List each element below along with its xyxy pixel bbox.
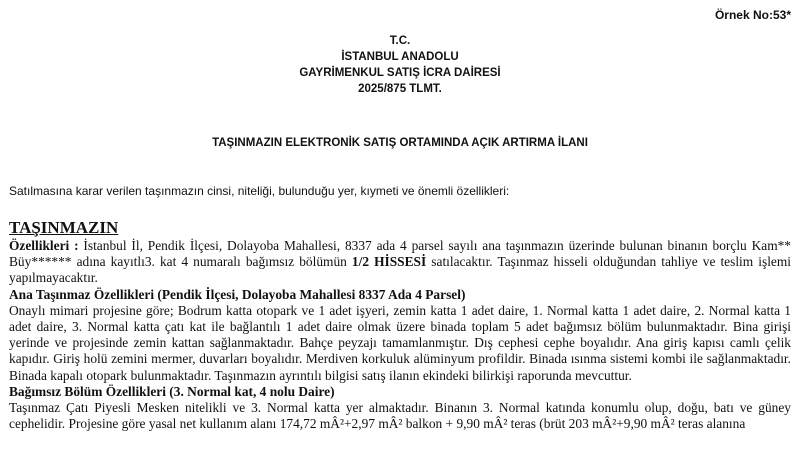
unit-features-title: Bağımsız Bölüm Özellikleri (3. Normal kat, 4 nolu Daire) (9, 383, 335, 399)
header-line-office: GAYRİMENKUL SATIŞ İCRA DAİRESİ (299, 67, 501, 79)
section-title: TAŞINMAZIN (9, 218, 119, 237)
announcement-title: TAŞINMAZIN ELEKTRONİK SATIŞ ORTAMINDA AÇIK ARTIRMA İLANI (212, 137, 588, 149)
unit-features-text: Taşınmaz Çatı Piyesli Mesken nitelikli ve 3. Normal katta yer almaktadır. Binanın 3. Normal katında konumlu olup, doğu, batı ve güney cephelidir. Projesine göre yasal net kullanım alanı 174,72 mÂ²+2,97 mÂ² balkon + 9,90 mÂ² teras (brüt 203 mÂ²+9,90 mÂ² teras alanına (9, 400, 791, 432)
features-label: Özellikleri : (9, 238, 79, 253)
main-features-text: Onaylı mimari projesine göre; Bodrum katta otopark ve 1 adet işyeri, zemin katta 1 adet daire, 1. Normal katta 1 adet daire, 2. Normal katta 1 adet daire, 3. Normal katta çatı kat ile bağlantılı 1 adet daire olmak üzere binada toplam 5 adet bağımsız bölüm bulunmaktadır. Bina girişi yerinde ve projesinde zemin kattan sağlanmaktadır. Bahçe peyzajı tamamlanmıştır. Dış cephesi cephe boyalıdır. Ana giriş kapısı camlı çelik kapıdır. Giriş holü zemini mermer, duvarları boyalıdır. Merdiven korkuluk alüminyum profildir. Binada ısınma sistemi kombi ile sağlanmaktadır. Binada kapalı otopark bulunmaktadır. Taşınmazın ayrıntılı bilgisi satış ilanın ekindeki bilirkişi raporunda mevcuttur. (9, 302, 791, 383)
court-header (0, 33, 800, 97)
header-line-file-number: 2025/875 TLMT. (358, 83, 442, 95)
features-paragraph (9, 238, 791, 287)
intro-text: Satılmasına karar verilen taşınmazın cinsi, niteliği, bulunduğu yer, kıymeti ve önemli özellikleri: (9, 184, 510, 198)
document-body (9, 238, 791, 432)
header-line-tc: T.C. (389, 35, 411, 47)
main-features-title: Ana Taşınmaz Özellikleri (Pendik İlçesi, Dolayoba Mahallesi 8337 Ada 4 Parsel) (9, 286, 466, 302)
sample-number: Örnek No:53* (714, 8, 791, 22)
features-share: 1/2 HİSSESİ (351, 254, 427, 270)
features-text-a: İstanbul İl, Pendik İlçesi, Dolayoba Mahallesi, 8337 ada 4 parsel sayılı ana taşınmazın üzerinde bulunan binanın borçlu Kam** Büy****** adına kayıtlı3. kat 4 numaralı bağımsız bölümün (9, 238, 792, 270)
features-text-b: satılacaktır. Taşınmaz hisseli olduğundan tahliye ve teslim işlemi yapılmayacaktır. (9, 254, 791, 286)
header-line-city: İSTANBUL ANADOLU (341, 51, 459, 63)
